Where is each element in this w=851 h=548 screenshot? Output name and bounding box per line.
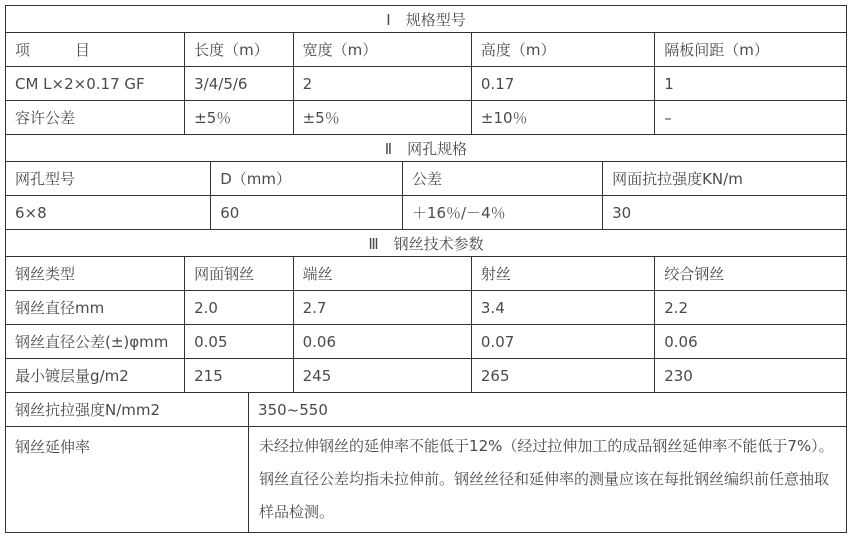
table-cell: 0.17	[471, 67, 654, 101]
table-cell: 2	[293, 67, 471, 101]
table-cell: 60	[211, 196, 403, 230]
table-cell: 3/4/5/6	[185, 67, 293, 101]
header-cell: 网面抗拉强度KN/m	[603, 162, 847, 196]
table-cell: 0.06	[655, 325, 847, 359]
table-cell: 3.4	[471, 291, 654, 325]
table-row	[6, 325, 847, 359]
table-cell: 钢丝抗拉强度N/mm2	[6, 393, 249, 427]
section-1-title: Ⅰ 规格型号	[6, 6, 847, 33]
table-cell: ±5％	[293, 101, 471, 135]
table-row	[6, 101, 847, 135]
table-cell: 215	[185, 359, 293, 393]
spec-table-section-1	[5, 5, 847, 135]
table-cell: 265	[471, 359, 654, 393]
section-2-title: Ⅱ 网孔规格	[6, 135, 847, 162]
table-row	[6, 359, 847, 393]
spec-table-section-3	[5, 229, 847, 393]
header-cell: 宽度（m）	[293, 33, 471, 67]
header-cell: 高度（m）	[471, 33, 654, 67]
table-row	[6, 393, 847, 427]
table-cell: 1	[655, 67, 847, 101]
header-cell: 绞合钢丝	[655, 257, 847, 291]
table-cell: 钢丝直径mm	[6, 291, 185, 325]
spec-table-section-4	[5, 392, 847, 533]
header-cell: 网孔型号	[6, 162, 211, 196]
table-cell: 钢丝延伸率	[6, 427, 249, 533]
table-row	[6, 291, 847, 325]
table-cell: ±5％	[185, 101, 293, 135]
header-cell: 公差	[402, 162, 602, 196]
table-cell: 245	[293, 359, 471, 393]
table-header-row	[6, 257, 847, 291]
table-cell: 2.2	[655, 291, 847, 325]
table-header-row	[6, 162, 847, 196]
header-cell: 射丝	[471, 257, 654, 291]
header-cell: 钢丝类型	[6, 257, 185, 291]
table-cell: 2.7	[293, 291, 471, 325]
table-cell: 0.05	[185, 325, 293, 359]
table-cell: –	[655, 101, 847, 135]
spec-table-section-2	[5, 134, 847, 230]
header-cell: 隔板间距（m）	[655, 33, 847, 67]
table-cell: 钢丝直径公差(±)φmm	[6, 325, 185, 359]
section-title-row	[6, 6, 847, 33]
table-header-row	[6, 33, 847, 67]
header-cell: 端丝	[293, 257, 471, 291]
section-title-row	[6, 135, 847, 162]
table-cell: ±10％	[471, 101, 654, 135]
table-row	[6, 427, 847, 533]
header-cell: 长度（m）	[185, 33, 293, 67]
table-cell: 0.06	[293, 325, 471, 359]
table-cell: 350~550	[249, 393, 847, 427]
table-row	[6, 196, 847, 230]
table-cell: ＋16％/－4％	[402, 196, 602, 230]
table-row	[6, 67, 847, 101]
table-cell: 230	[655, 359, 847, 393]
header-cell: 项 目	[6, 33, 185, 67]
table-cell: 2.0	[185, 291, 293, 325]
table-cell: 最小镀层量g/m2	[6, 359, 185, 393]
table-cell: 0.07	[471, 325, 654, 359]
elongation-note-text: 未经拉伸钢丝的延伸率不能低于12%（经过拉伸加工的成品钢丝延伸率不能低于7%）。钢丝直径公差均指未拉伸前。钢丝丝径和延伸率的测量应该在每批钢丝编织前任意抽取样品检测。	[249, 427, 847, 533]
section-title-row	[6, 230, 847, 257]
header-cell: D（mm）	[211, 162, 403, 196]
section-3-title: Ⅲ 钢丝技术参数	[6, 230, 847, 257]
table-cell: 6×8	[6, 196, 211, 230]
table-cell: 容许公差	[6, 101, 185, 135]
header-cell: 网面钢丝	[185, 257, 293, 291]
table-cell: CM L×2×0.17 GF	[6, 67, 185, 101]
table-cell: 30	[603, 196, 847, 230]
